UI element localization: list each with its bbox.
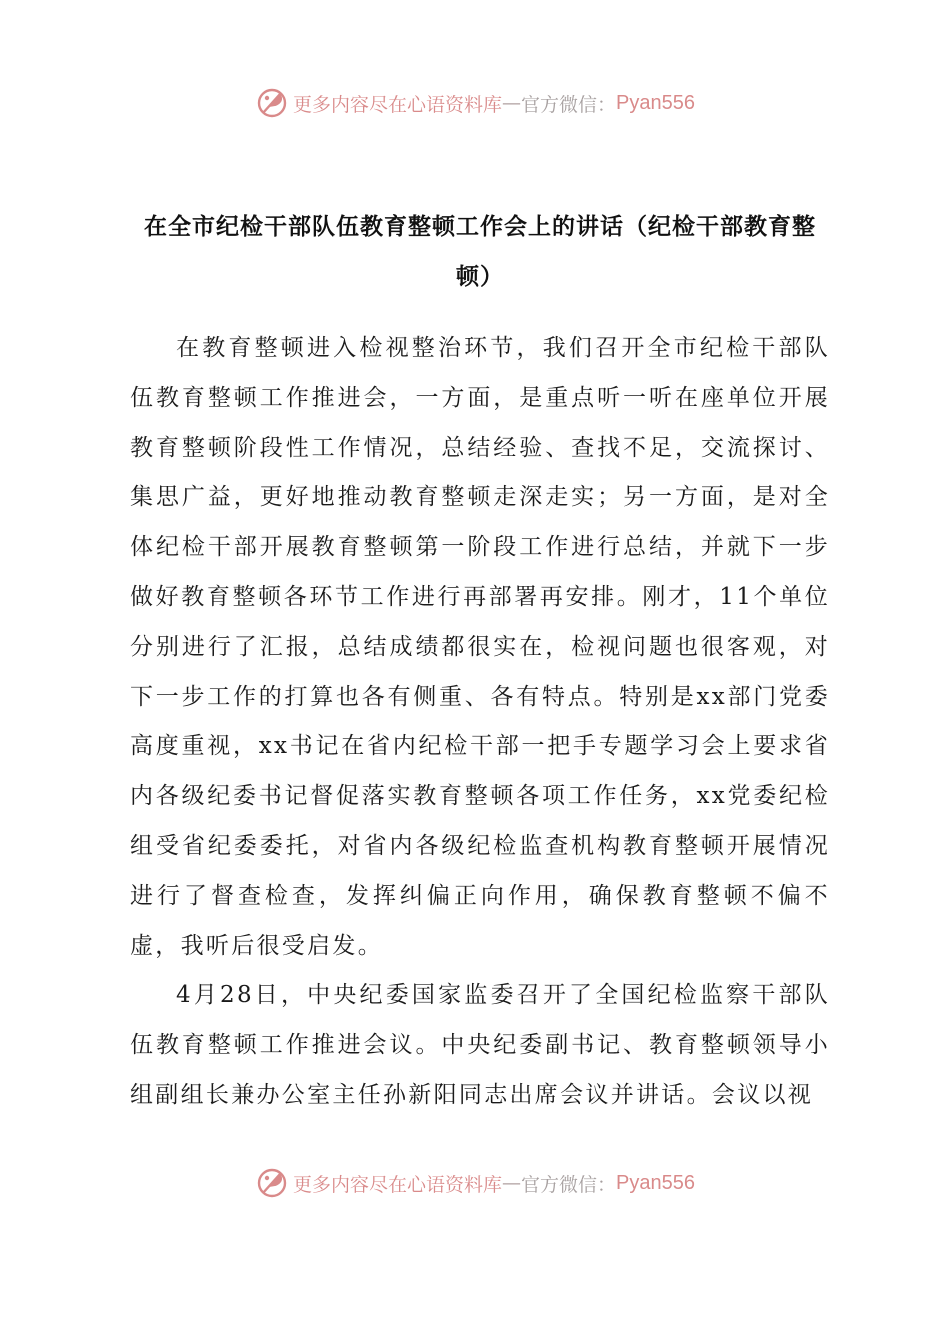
- watermark-wechat-id: Pyan556: [616, 91, 695, 114]
- watermark-wechat-label: 官方微信：: [521, 93, 617, 116]
- watermark-wechat-label: 官方微信：: [521, 1173, 617, 1196]
- footer-watermark-banner: [0, 1163, 950, 1203]
- document-body: [130, 324, 830, 1121]
- watermark-dash: —: [502, 1172, 522, 1194]
- watermark-slogan: 更多内容尽在心语资料库: [293, 1173, 503, 1196]
- body-paragraph-1: 在教育整顿进入检视整治环节，我们召开全市纪检干部队伍教育整顿工作推进会，一方面，是重点听一听在座单位开展教育整顿阶段性工作情况，总结经验、查找不足，交流探讨、集思广益，更好地推动教育整顿走深走实；另一方面，是对全体纪检干部开展教育整顿第一阶段工作进行总结，并就下一步做好教育整顿各环节工作进行再部署再安排。刚才，11个单位分别进行了汇报，总结成绩都很实在，检视问题也很客观，对下一步工作的打算也各有侧重、各有特点。特别是xx部门党委高度重视，xx书记在省内纪检干部一把手专题学习会上要求省内各级纪委书记督促落实教育整顿各项工作任务，xx党委纪检组受省纪委委托，对省内各级纪检监查机构教育整顿开展情况进行了督查检查，发挥纠偏正向作用，确保教育整顿不偏不虚，我听后很受启发。: [130, 335, 830, 959]
- watermark-dash: —: [502, 92, 522, 114]
- header-watermark-banner: [0, 83, 950, 123]
- document-title: 在全市纪检干部队伍教育整顿工作会上的讲话（纪检干部教育整顿）: [144, 214, 816, 290]
- body-paragraph-2: 4月28日，中央纪委国家监委召开了全国纪检监察干部队伍教育整顿工作推进会议。中央纪委副书记、教育整顿领导小组副组长兼办公室主任孙新阳同志出席会议并讲话。会议以视: [130, 982, 830, 1108]
- quill-logo-icon: [255, 1166, 289, 1200]
- watermark-slogan: 更多内容尽在心语资料库: [293, 93, 503, 116]
- quill-logo-icon: [255, 86, 289, 120]
- watermark-wechat-id: Pyan556: [616, 1171, 695, 1194]
